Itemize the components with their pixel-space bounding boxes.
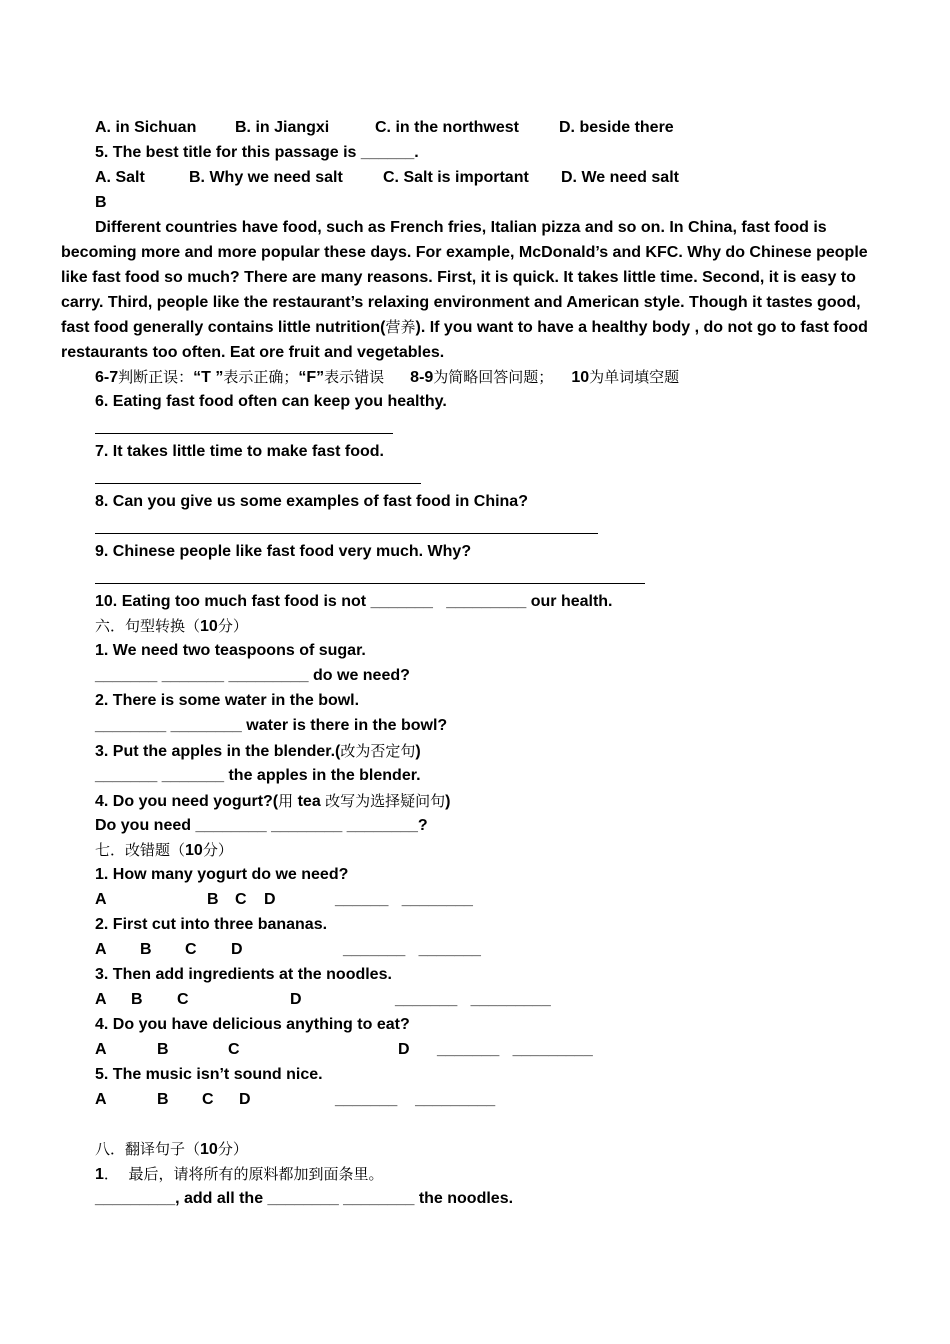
section6-title (95, 616, 248, 637)
instr-part: 表示错误 (324, 368, 385, 386)
question-8: 8. Can you give us some examples of fast food in China? (95, 493, 528, 510)
passage-note: 营养 (385, 318, 416, 336)
instr-part: 为简略回答问题； (433, 368, 554, 386)
s6-answer-2[interactable]: ________ ________ water is there in the bowl? (95, 717, 448, 734)
section6-title-a: 六．句型转换（ (95, 617, 201, 635)
s7-mark-c: C (185, 941, 197, 958)
s8-item-1 (95, 1164, 383, 1185)
s6-item-4-e: ) (445, 793, 451, 810)
s7-mark-d: D (239, 1091, 251, 1108)
s7-mark-d: D (290, 991, 302, 1008)
s7-blanks-2[interactable]: _______ _______ (343, 941, 481, 958)
passage-text-after: ). If you want to have a healthy body , do not go to fast food restaurants too often. Eat ore fruit and vegetables. (61, 319, 868, 361)
s6-item-1: 1. We need two teaspoons of sugar. (95, 642, 366, 659)
passage-b-text (61, 215, 891, 365)
instr-part: 10 (571, 369, 590, 386)
s7-mark-b: B (140, 941, 152, 958)
instr-part: 6-7 (95, 369, 119, 386)
section6-title-c: 分） (217, 617, 248, 635)
q5-option-a: A. Salt (95, 169, 145, 186)
section8-title (95, 1139, 248, 1160)
answer-line-6[interactable] (95, 433, 393, 434)
s7-mark-a: A (95, 1041, 107, 1058)
section7-title (95, 840, 233, 861)
s7-item-2: 2. First cut into three bananas. (95, 916, 328, 933)
q4-option-c: C. in the northwest (375, 119, 519, 136)
section8-title-b: 10 (200, 1141, 218, 1158)
s6-item-3 (95, 741, 421, 762)
q4-option-b: B. in Jiangxi (235, 119, 330, 136)
s8-item-1-num: 1 (95, 1166, 104, 1183)
question-10: 10. Eating too much fast food is not _______ _________ our health. (95, 593, 613, 610)
s7-blanks-5[interactable]: _______ _________ (335, 1091, 496, 1108)
s8-item-1-cn: ． 最后，请将所有的原料都加到面条里。 (103, 1165, 384, 1183)
passage-b-label: B (95, 194, 107, 211)
s7-blanks-4[interactable]: _______ _________ (437, 1041, 593, 1058)
q5-stem: 5. The best title for this passage is ______. (95, 144, 419, 161)
instr-part: 8-9 (410, 369, 434, 386)
s6-item-4 (95, 791, 451, 812)
s7-mark-b: B (131, 991, 143, 1008)
question-6: 6. Eating fast food often can keep you healthy. (95, 393, 447, 410)
s6-item-4-d: 改写为选择疑问句 (325, 792, 446, 810)
s6-item-4-b: 用 (278, 792, 294, 810)
q4-option-d: D. beside there (559, 119, 674, 136)
passage-text-before: Different countries have food, such as French fries, Italian pizza and so on. In China, fast food is becoming more and more popular these days. For example, McDonald’s and KFC. Why do Chinese people like fast food so much? There are many reasons. First, it is quick. It takes little time. Second, it is easy to carry. Third, people like the restaurant’s relaxing environment and American style. Though it tastes good, fast food generally contains little nutrition( (61, 219, 868, 336)
s7-mark-a: A (95, 991, 107, 1008)
section7-title-c: 分） (202, 841, 233, 859)
s7-mark-d: D (231, 941, 243, 958)
section6-title-b: 10 (200, 618, 218, 635)
s7-item-3: 3. Then add ingredients at the noodles. (95, 966, 392, 983)
q4-option-a: A. in Sichuan (95, 119, 197, 136)
s7-mark-c: C (202, 1091, 214, 1108)
q5-option-d: D. We need salt (561, 169, 679, 186)
q5-option-c: C. Salt is important (383, 169, 529, 186)
q5-option-b: B. Why we need salt (189, 169, 343, 186)
s7-mark-a: A (95, 891, 107, 908)
s7-item-4: 4. Do you have delicious anything to eat? (95, 1016, 410, 1033)
s6-item-4-c: tea (293, 793, 326, 810)
s6-answer-3[interactable]: _______ _______ the apples in the blender. (95, 767, 421, 784)
instr-part: 表示正确； (223, 368, 299, 386)
instructions-line (95, 367, 679, 388)
s7-mark-a: A (95, 1091, 107, 1108)
s6-item-2: 2. There is some water in the bowl. (95, 692, 360, 709)
s7-blanks-1[interactable]: ______ ________ (335, 891, 473, 908)
instr-part: 判断正误： (118, 368, 194, 386)
answer-line-8[interactable] (95, 533, 598, 534)
s7-mark-c: C (177, 991, 189, 1008)
s6-answer-4[interactable]: Do you need ________ ________ ________? (95, 817, 428, 834)
section8-title-c: 分） (217, 1140, 248, 1158)
question-7: 7. It takes little time to make fast food. (95, 443, 384, 460)
s6-answer-1[interactable]: _______ _______ _________ do we need? (95, 667, 410, 684)
answer-line-7[interactable] (95, 483, 421, 484)
question-9: 9. Chinese people like fast food very much. Why? (95, 543, 472, 560)
s7-mark-a: A (95, 941, 107, 958)
section8-title-a: 八．翻译句子（ (95, 1140, 201, 1158)
s6-item-4-a: 4. Do you need yogurt?( (95, 793, 279, 810)
s7-mark-c: C (235, 891, 247, 908)
s7-mark-d: D (264, 891, 276, 908)
s7-blanks-3[interactable]: _______ _________ (395, 991, 551, 1008)
instr-part: “T ” (193, 369, 224, 386)
s6-item-3-b: 改为否定句 (340, 742, 416, 760)
s7-item-1: 1. How many yogurt do we need? (95, 866, 349, 883)
s6-item-3-a: 3. Put the apples in the blender.( (95, 743, 341, 760)
s7-mark-b: B (207, 891, 219, 908)
instr-part: 为单词填空题 (589, 368, 680, 386)
s7-mark-b: B (157, 1041, 169, 1058)
s7-mark-b: B (157, 1091, 169, 1108)
s7-item-5: 5. The music isn’t sound nice. (95, 1066, 323, 1083)
s8-answer-1[interactable]: _________, add all the ________ ________ the noodles. (95, 1190, 514, 1207)
section7-title-a: 七．改错题（ (95, 841, 186, 859)
answer-line-9[interactable] (95, 583, 645, 584)
s7-mark-d: D (398, 1041, 410, 1058)
instr-part: “F” (298, 369, 325, 386)
s6-item-3-c: ) (415, 743, 421, 760)
section7-title-b: 10 (185, 842, 203, 859)
s7-mark-c: C (228, 1041, 240, 1058)
